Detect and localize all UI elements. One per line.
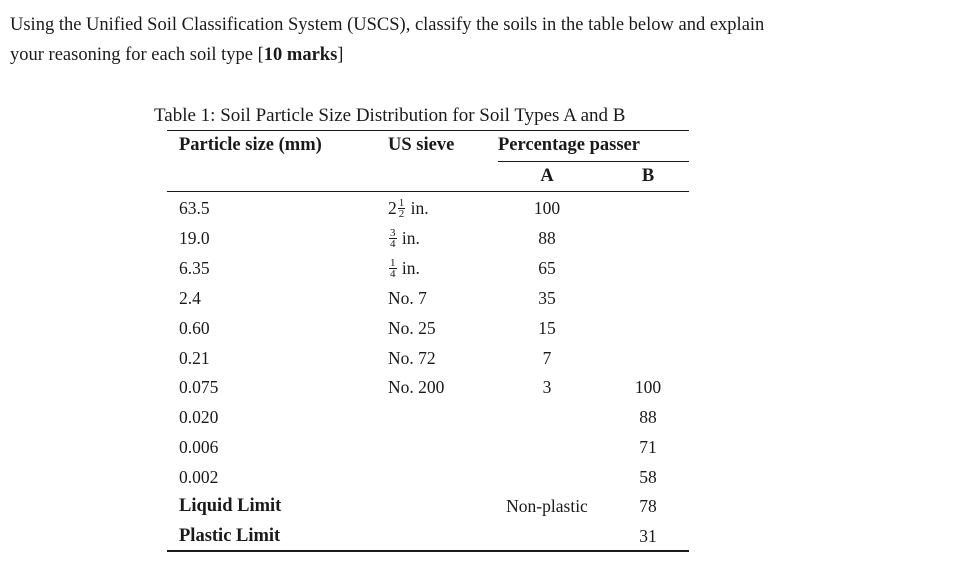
sieve-fraction-denominator: 2: [398, 208, 405, 221]
table-row-b: 58: [639, 467, 657, 487]
sieve-unit: in.: [401, 228, 420, 248]
sieve-fraction-numerator: 1: [398, 197, 405, 210]
table-row-size: 2.4: [179, 288, 201, 308]
question-line-2-prefix: your reasoning for each soil type [: [10, 45, 264, 65]
table-caption: Table 1: Soil Particle Size Distribution for Soil Types A and B: [154, 105, 626, 126]
table-row-a: 88: [538, 228, 556, 248]
table-row-a: 35: [538, 288, 556, 308]
header-col-a: A: [540, 166, 554, 186]
plastic-limit-label: Plastic Limit: [179, 526, 281, 546]
table-row-a: 15: [538, 318, 556, 338]
table-row-b: 71: [639, 437, 657, 457]
question-line-2: [10, 40, 960, 70]
table-row-sieve: [388, 197, 429, 220]
marks-label: 10 marks: [263, 45, 338, 65]
table-row-sieve: No. 200: [388, 377, 445, 397]
table-row-size: 0.60: [179, 318, 210, 338]
table-row-sieve: [388, 227, 420, 250]
table-row-sieve: [388, 257, 420, 280]
table-top-rule: [167, 130, 689, 131]
table-row-size: 0.002: [179, 467, 219, 487]
sieve-whole: 2: [388, 198, 397, 218]
liquid-limit-label: Liquid Limit: [179, 496, 282, 516]
table-row-size: 63.5: [179, 198, 210, 218]
sieve-fraction: [398, 198, 406, 219]
sieve-unit: in.: [410, 198, 429, 218]
table-row-size: 6.35: [179, 258, 210, 278]
table-row-sieve: No. 72: [388, 348, 436, 368]
table-row-sieve: No. 25: [388, 318, 436, 338]
table-row-b: 100: [634, 377, 662, 397]
header-bottom-rule: [167, 191, 689, 192]
sieve-fraction: [389, 228, 397, 249]
question-line-1: Using the Unified Soil Classification System (USCS), classify the soils in the table below and explain: [10, 15, 765, 35]
header-percentage-passer: Percentage passer: [498, 135, 640, 155]
sieve-fraction: [389, 258, 397, 279]
sieve-fraction-denominator: 4: [390, 238, 396, 251]
table-row-b: 88: [639, 407, 657, 427]
table-row-size: 0.075: [179, 377, 219, 397]
sieve-fraction-numerator: 3: [390, 227, 396, 240]
sieve-fraction-numerator: 1: [390, 257, 396, 270]
table-bottom-rule: [167, 550, 689, 552]
header-particle-size: Particle size (mm): [179, 135, 322, 155]
sieve-unit: in.: [401, 258, 420, 278]
liquid-limit-b: 78: [639, 496, 657, 516]
header-us-sieve: US sieve: [388, 135, 455, 155]
table-row-a: 3: [542, 377, 552, 397]
liquid-limit-a: Non-plastic: [506, 496, 588, 516]
table-row-size: 0.006: [179, 437, 219, 457]
table-row-a: 65: [538, 258, 556, 278]
table-row-a: 100: [533, 198, 561, 218]
table-row-sieve: No. 7: [388, 288, 427, 308]
table-row-size: 0.020: [179, 407, 219, 427]
plastic-limit-b: 31: [639, 526, 657, 546]
sieve-fraction-denominator: 4: [390, 268, 396, 281]
percentage-header-rule: [498, 161, 689, 162]
table-row-size: 19.0: [179, 228, 210, 248]
table-row-a: 7: [542, 348, 552, 368]
question-line-2-suffix: ]: [337, 45, 344, 65]
question-text: [10, 10, 960, 70]
header-col-b: B: [641, 166, 655, 186]
table-row-size: 0.21: [179, 348, 210, 368]
